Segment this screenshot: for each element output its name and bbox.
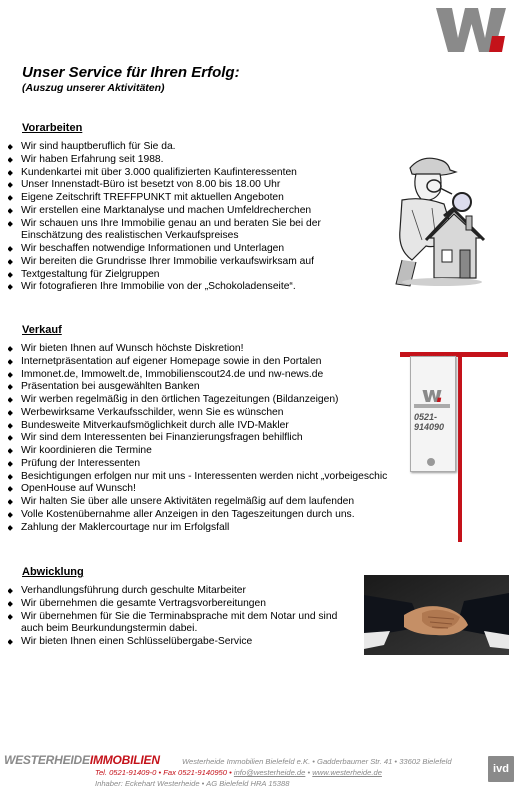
list-item: Internetpräsentation auf eigener Homepage sowie in den Portalen bbox=[8, 356, 394, 369]
list-item: Kundenkartei mit über 3.000 qualifizierten Kaufinteressenten bbox=[8, 167, 348, 180]
sign-top-label: ZU VERKAUFEN bbox=[410, 352, 454, 358]
list-item: Wir übernehmen die gesamte Vertragsvorbereitungen bbox=[8, 598, 353, 611]
footer-owner: Inhaber: Eckehart Westerheide • AG Bielefeld HRA 15388 bbox=[95, 779, 290, 788]
list-item: Textgestaltung für Zielgruppen bbox=[8, 269, 348, 282]
handshake-photo bbox=[364, 575, 509, 655]
list-item: Wir bereiten die Grundrisse Ihrer Immobilie verkaufswirksam auf bbox=[8, 256, 348, 269]
section-heading-verkauf: Verkauf bbox=[22, 324, 62, 336]
list-item: Volle Kostenübernahme aller Anzeigen in den Tageszeitungen durch uns. bbox=[8, 509, 394, 522]
vorarbeiten-list bbox=[8, 141, 348, 294]
list-item: Wir haben Erfahrung seit 1988. bbox=[8, 154, 348, 167]
footer-email-link[interactable]: info@westerheide.de bbox=[233, 768, 306, 777]
list-item: Wir sind hauptberuflich für Sie da. bbox=[8, 141, 348, 154]
page-title: Unser Service für Ihren Erfolg: bbox=[22, 64, 240, 81]
list-item: Wir werben regelmäßig in den örtlichen Tagezeitungen (Bildanzeigen) bbox=[8, 394, 394, 407]
section-heading-abwicklung: Abwicklung bbox=[22, 566, 84, 578]
list-item: Unser Innenstadt-Büro ist besetzt von 8.00 bis 18.00 Uhr bbox=[8, 179, 348, 192]
list-item: Wir fotografieren Ihre Immobilie von der „Schokoladenseite“. bbox=[8, 281, 348, 294]
page-subtitle: (Auszug unserer Aktivitäten) bbox=[22, 82, 165, 94]
list-item: Präsentation bei ausgewählten Banken bbox=[8, 381, 394, 394]
list-item: Wir sind dem Interessenten bei Finanzierungsfragen behilflich bbox=[8, 432, 394, 445]
verkauf-list bbox=[8, 343, 394, 534]
sign-phone-1: 0521- bbox=[414, 412, 438, 422]
abwicklung-list bbox=[8, 585, 353, 649]
ivd-badge: ivd bbox=[488, 756, 514, 782]
westerheide-logo bbox=[436, 8, 506, 52]
list-item: Eigene Zeitschrift TREFFPUNKT mit aktuellen Angeboten bbox=[8, 192, 348, 205]
list-item: Einschätzung des realistischen Verkaufspreises bbox=[21, 230, 239, 242]
list-item: Wir halten Sie über alle unsere Aktivitäten regelmäßig auf dem laufenden bbox=[8, 496, 394, 509]
section-heading-vorarbeiten: Vorarbeiten bbox=[22, 122, 83, 134]
footer-address: Westerheide Immobilien Bielefeld e.K. • Gadderbaumer Str. 41 • 33602 Bielefeld bbox=[182, 757, 452, 766]
detective-house-illustration bbox=[382, 150, 492, 290]
list-item: Wir übernehmen für Sie die Terminabsprache mit dem Notar und sind bbox=[8, 611, 353, 624]
footer-tel-fax: Tel. 0521-91409-0 • Fax 0521-9140950 • bbox=[95, 768, 232, 777]
list-item: Besichtigungen erfolgen nur mit uns - Interessenten werden nicht „vorbeigeschic bbox=[8, 471, 394, 484]
list-item: Wir beschaffen notwendige Informationen und Unterlagen bbox=[8, 243, 348, 256]
sign-logo bbox=[422, 390, 442, 402]
list-item: Wir bieten Ihnen auf Wunsch höchste Diskretion! bbox=[8, 343, 394, 356]
list-item: OpenHouse auf Wunsch! bbox=[8, 483, 394, 496]
list-item: Wir erstellen eine Marktanalyse und machen Umfeldrecherchen bbox=[8, 205, 348, 218]
sign-phone-2: 914090 bbox=[414, 422, 445, 432]
footer-brand: WESTERHEIDEIMMOBILIEN bbox=[4, 753, 160, 767]
list-item: Bundesweite Mitverkaufsmöglichkeit durch alle IVD-Makler bbox=[8, 420, 394, 433]
list-item: Immonet.de, Immowelt.de, Immobilienscout24.de und nw-news.de bbox=[8, 369, 394, 382]
list-item: Wir schauen uns Ihre Immobilie genau an und beraten Sie bei der bbox=[8, 218, 348, 231]
list-item: Verhandlungsführung durch geschulte Mitarbeiter bbox=[8, 585, 353, 598]
list-item: Wir bieten Ihnen einen Schlüsselübergabe-Service bbox=[8, 636, 353, 649]
list-item: Werbewirksame Verkaufsschilder, wenn Sie es wünschen bbox=[8, 407, 394, 420]
footer-contact: Tel. 0521-91409-0 • Fax 0521-9140950 • info@westerheide.de • www.westerheide.de bbox=[95, 768, 382, 777]
for-sale-sign-illustration bbox=[400, 352, 508, 542]
list-item: Prüfung der Interessenten bbox=[8, 458, 394, 471]
sign-ivd-dot bbox=[427, 458, 435, 466]
list-item: Wir koordinieren die Termine bbox=[8, 445, 394, 458]
list-item: auch beim Beurkundungstermin dabei. bbox=[21, 623, 198, 635]
footer-web-link[interactable]: www.westerheide.de bbox=[312, 768, 382, 777]
list-item: Zahlung der Maklercourtage nur im Erfolgsfall bbox=[8, 522, 394, 535]
